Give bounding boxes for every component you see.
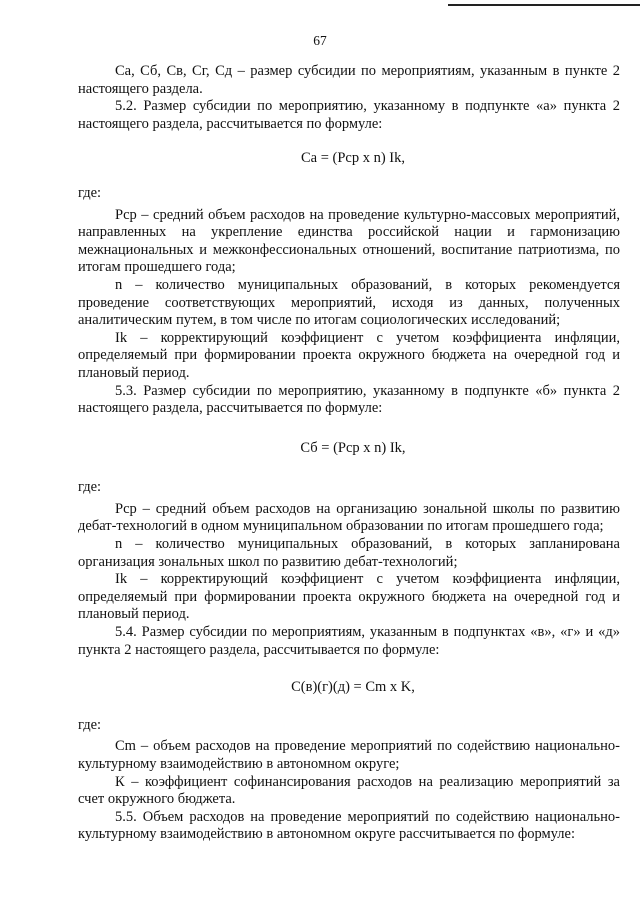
- definition-rsr-cultural: Рср – средний объем расходов на проведение культурно-массовых мероприятий, направленных на укрепление единства российской нации и гармонизацию межнациональных и межконфессиональных отношений, воспитание патриотизма, по итогам прошедшего года;: [78, 206, 620, 276]
- page-number: 67: [313, 33, 327, 48]
- paragraph-subsidy-sizes: Са, Сб, Св, Сг, Сд – размер субсидии по мероприятиям, указанным в пункте 2 настоящего раздела.: [78, 63, 620, 97]
- formula-ca: Са = (Рср х n) Ik,: [300, 150, 406, 167]
- where-label: где:: [78, 184, 102, 201]
- definition-rsr-debate: Рср – средний объем расходов на организацию зональной школы по развитию дебат-технологий в одном муниципальном образовании по итогам прошедшего года;: [78, 500, 620, 535]
- definition-ik-coefficient: Ik – корректирующий коэффициент с учетом коэффициента инфляции, определяемый при формировании проекта окружного бюджета на очередной год и плановый период.: [78, 329, 620, 381]
- definition-cm-expenses: Cm – объем расходов на проведение мероприятий по содействию национально-культурному взаимодействию в автономном округе;: [78, 738, 620, 772]
- where-label: где:: [78, 716, 102, 733]
- formula-cvgd: С(в)(г)(д) = Cm х K,: [291, 679, 415, 696]
- document-body: [78, 63, 620, 844]
- formula-sb: Сб = (Рср х n) Ik,: [300, 439, 406, 456]
- where-label: где:: [78, 479, 102, 496]
- paragraph-5-4: 5.4. Размер субсидии по мероприятиям, указанным в подпунктах «в», «г» и «д» пункта 2 настоящего раздела, рассчитывается по формуле:: [78, 624, 620, 658]
- definition-n-municipalities: n – количество муниципальных образований, в которых рекомендуется проведение соответствующих мероприятий, исходя из данных, полученных аналитическим путем, в том числе по итогам социологических исследований;: [78, 276, 620, 329]
- definition-k-cofinancing: К – коэффициент софинансирования расходов на реализацию мероприятий за счет окружного бюджета.: [78, 773, 620, 808]
- paragraph-5-3: 5.3. Размер субсидии по мероприятию, указанному в подпункте «б» пункта 2 настоящего раздела, рассчитывается по формуле:: [78, 382, 620, 417]
- top-rule: [448, 4, 640, 6]
- definition-ik-coefficient: Ik – корректирующий коэффициент с учетом коэффициента инфляции, определяемый при формировании проекта окружного бюджета на очередной год и плановый период.: [78, 571, 620, 623]
- definition-n-debate-schools: n – количество муниципальных образований, в которых запланирована организация зональных школ по развитию дебат-технологий;: [78, 536, 620, 570]
- paragraph-5-5: 5.5. Объем расходов на проведение мероприятий по содействию национально-культурному взаимодействию в автономном округе рассчитывается по формуле:: [78, 808, 620, 843]
- paragraph-5-2: 5.2. Размер субсидии по мероприятию, указанному в подпункте «а» пункта 2 настоящего раздела, рассчитывается по формуле:: [78, 98, 620, 132]
